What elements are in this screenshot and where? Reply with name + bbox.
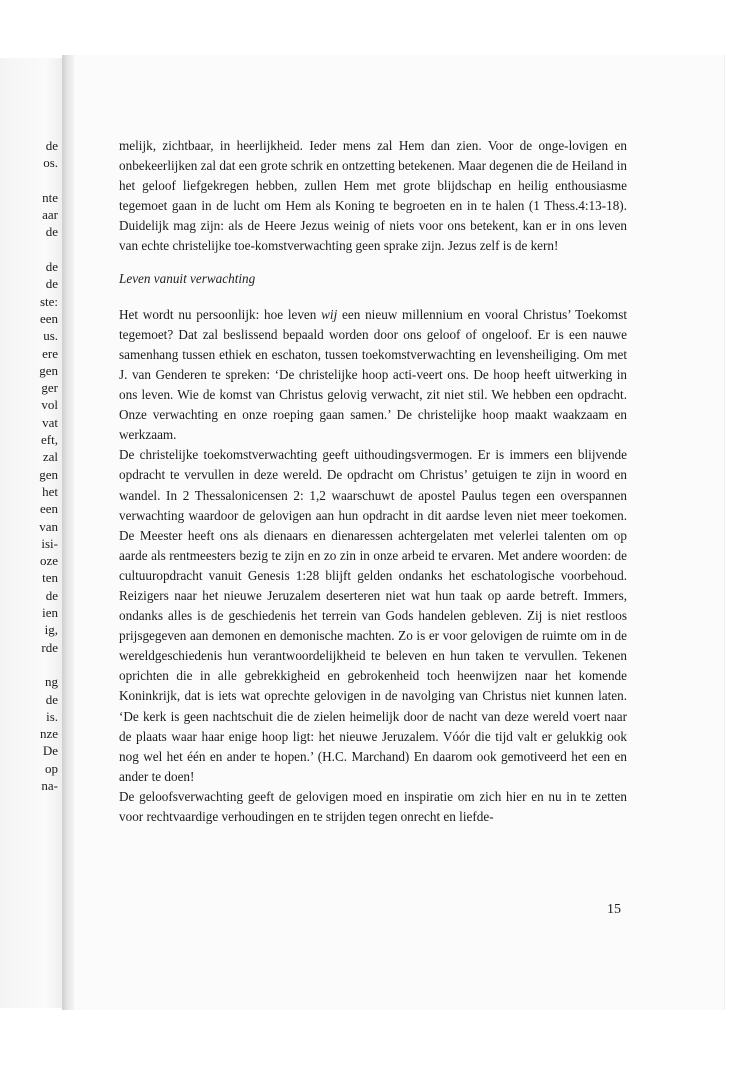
left-fragment: ien xyxy=(42,605,58,621)
left-fragment: de xyxy=(45,259,58,275)
left-fragment: de xyxy=(45,276,58,292)
body-paragraph-4: De geloofsverwachting geeft de gelovigen moed en inspiratie om zich hier en nu in te zetten voor rechtvaardige verhoudingen en te strijden tegen onrecht en liefde- xyxy=(119,788,627,824)
left-fragment: De xyxy=(42,743,58,759)
left-fragment xyxy=(0,241,60,258)
paragraph-2-emphasis: wij xyxy=(321,306,338,322)
left-fragment: ten xyxy=(42,570,58,586)
body-paragraph-3: De christelijke toekomstverwachting geeft uithoudingsvermogen. Er is immers een blijvende opdracht te vervullen in deze wereld. De opdracht om Christus’ getuigen te zijn in woord en wandel. In 2 Thessalonicensen 2: 1,2 waarschuwt de apostel Paulus tegen een overspannen verwachting waardoor de gelovigen aan hun opdracht in dit aardse leven niet meer toekomen. De Meester heeft ons als dienaars en dienaressen achtergelaten met velerlei talenten om op aarde als rentmeesters bezig te zijn en zo zin in onze arbeid te ervaren. Met andere woorden: de cultuuropdracht vanuit Genesis 1:28 blijft gelden ondanks het eschatologische voorbehoud. Reizigers naar het nieuwe Jeruzalem deserteren niet wat hun taak op aarde betreft. Immers, ondanks alles is de geschiedenis het terrein van Gods handelen gebleven. Zij is niet restloos prijsgegeven aan demonen en demonische machten. Zo is er voor gelovigen de ruimte om in de wereldgeschiedenis hun verantwoordelijkheid te beleven en hun taken te vervullen. Tekenen oprichten die in alle gebrekkigheid en gebrokenheid toch heenwijzen naar het komende Koninkrijk, dat is iets wat oprechte gelovigen in de navolging van Christus niet kunnen laten. ‘De kerk is geen nachtschuit die de zielen heimelijk door de nacht van deze wereld voert naar de plaats waar haar enige hoop ligt: het nieuwe Jeruzalem. Vóór die tijd valt er gelukkig ook nog wel het één en ander te hopen.’ (H.C. Marchand) En daarom ook gemotiveerd het een en ander te doen! xyxy=(119,447,627,784)
left-fragment: ig, xyxy=(44,622,58,638)
left-fragment: ste: xyxy=(39,293,58,309)
left-fragment: ng xyxy=(45,674,58,690)
left-fragment: zal xyxy=(42,449,58,465)
left-fragment: is. xyxy=(46,708,58,724)
left-fragment xyxy=(0,656,60,673)
left-fragment: isi- xyxy=(41,535,58,551)
left-fragment: van xyxy=(39,518,58,534)
left-fragment: na- xyxy=(41,777,58,793)
left-fragment: de xyxy=(45,138,58,153)
left-fragment: op xyxy=(45,760,58,776)
left-fragment: de xyxy=(45,224,58,240)
left-fragment: ger xyxy=(41,380,58,396)
paragraph-2-text-end: een nieuw millennium en vooral Christus’ Toekomst tegemoet? Dat zal beslissend bepaald worden door ons geloof of ongeloof. Er is een nauwe samenhang tussen ethiek en eschaton, tussen toekomstverwachting en levensheiliging. Om met J. van Genderen te spreken: ‘De christelijke hoop acti-veert ons. De hoop heeft uitwerking in ons leven. Wie de komst van Christus gelovig verwacht, zit niet stil. We hebben een opdracht. Onze verwachting en onze roeping gaan samen.’ De christelijke hoop maakt waakzaam en werkzaam. xyxy=(119,306,627,443)
left-fragment: rde xyxy=(41,639,58,655)
left-page-text-fragments xyxy=(0,137,60,794)
left-fragment: de xyxy=(45,587,58,603)
left-fragment: aar xyxy=(42,207,58,223)
left-fragment: nze xyxy=(39,726,58,742)
left-fragment: gen xyxy=(39,362,58,378)
left-fragment: gen xyxy=(39,466,58,482)
body-paragraph-1: melijk, zichtbaar, in heerlijkheid. Ieder mens zal Hem dan zien. Voor de onge-lovigen en onbekeerlijken zal dat een grote schrik en ontzetting betekenen. Maar degenen die de Heiland in het geloof liefgekregen hebben, zullen Hem met grote blijdschap en heilig enthousiasme tegemoet gaan in de lucht om Hem als Koning te begroeten en in te halen (1 Thess.4:13-18). Duidelijk mag zijn: als de Heere Jezus weinig of niets voor ons betekent, kan er in ons leven van echte christelijke toe-komstverwachting geen sprake zijn. Jezus zelf is de kern! xyxy=(119,138,627,254)
left-fragment: vol xyxy=(41,397,58,413)
left-fragment: vat xyxy=(42,414,58,430)
page-number: 15 xyxy=(607,902,621,917)
left-fragment: eft, xyxy=(41,432,58,448)
left-fragment: nte xyxy=(42,189,58,205)
left-fragment: us. xyxy=(43,328,58,344)
left-fragment: een xyxy=(39,501,58,517)
section-heading: Leven vanuit verwachting xyxy=(119,270,256,286)
left-fragment: oze xyxy=(39,553,58,569)
paragraph-2-text-start: Het wordt nu persoonlijk: hoe leven xyxy=(119,306,322,322)
body-paragraph-2 xyxy=(119,305,627,446)
left-fragment xyxy=(0,172,60,189)
left-fragment: ere xyxy=(42,345,58,361)
left-fragment: os. xyxy=(43,155,58,171)
left-fragment: de xyxy=(45,691,58,707)
page-body xyxy=(119,136,627,827)
left-fragment: een xyxy=(39,310,58,326)
left-fragment: het xyxy=(42,483,58,499)
